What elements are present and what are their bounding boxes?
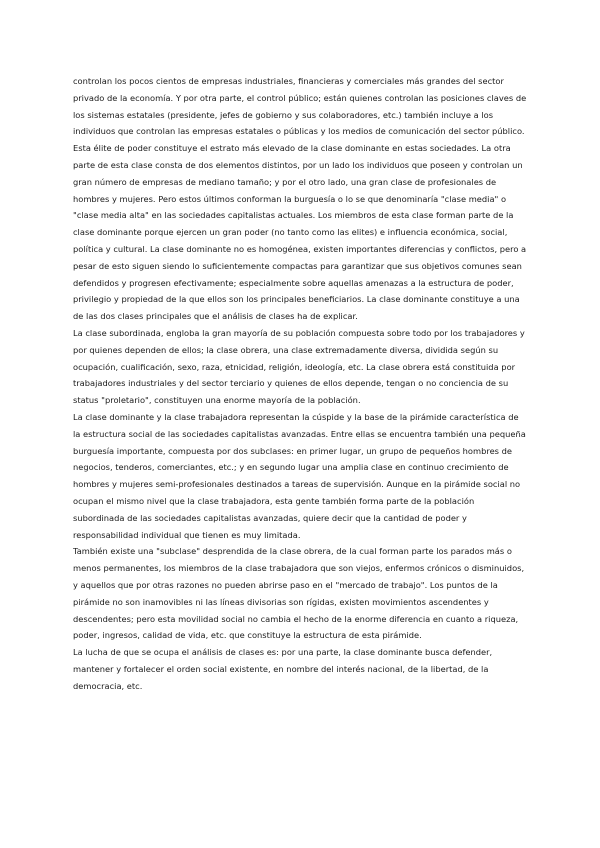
paragraph-class-struggle: La lucha de que se ocupa el análisis de clases es: por una parte, la clase dominante busca defender, mantener y fortalecer el orden social existente, en nombre del interés nacional, de la libertad, de la democracia, etc. bbox=[73, 647, 493, 691]
paragraph-subordinate-class: La clase subordinada, engloba la gran mayoría de su población compuesta sobre todo por los trabajadores y por quienes dependen de ellos; la clase obrera, una clase extremadamente diversa, dividida según su ocupación, cualificación, sexo, raza, etnicidad, religión, ideología, etc. La clase obrera está constituida por trabajadores industriales y del sector terciario y quienes de ellos depende, tengan o no conciencia de su status "proletario", constituyen una enorme mayoría de la población. bbox=[73, 327, 525, 406]
document-page bbox=[73, 73, 528, 694]
paragraph-elite-control: controlan los pocos cientos de empresas industriales, financieras y comerciales más grandes del sector privado de la economía. Y por otra parte, el control público; están quienes controlan las posiciones claves de los sistemas estatales (presidente, jefes de gobierno y sus colaboradores, etc.) también incluye a los individuos que controlan las empresas estatales o públicas y los medios de comunicación del sector público. Esta élite de poder constituye el estrato más elevado de la clase dominante en estas sociedades. La otra parte de esta clase consta de dos elementos distintos, por un lado los individuos que poseen y controlan un gran número de empresas de mediano tamaño; y por el otro lado, una gran clase de profesionales de hombres y mujeres. Pero estos últimos conforman la burguesía o lo se que denominaría "clase media" o "clase media alta" en las sociedades capitalistas actuales. Los miembros de esta clase forman parte de la clase dominante porque ejercen un gran poder (no tanto como las elites) e influencia económica, social, política y cultural. La clase dominante no es homogénea, existen importantes diferencias y conflictos, pero a pesar de esto siguen siendo lo suficientemente compactas para garantizar que sus objetivos comunes sean defendidos y progresen efectivamente; especialmente sobre aquellas amenazas a la estructura de poder, privilegio y propiedad de la que ellos son los principales beneficiarios. La clase dominante constituye a una de las dos clases principales que el análisis de clases ha de explicar. bbox=[73, 76, 527, 322]
paragraph-subclass: También existe una "subclase" desprendida de la clase obrera, de la cual forman parte los parados más o menos permanentes, los miembros de la clase trabajadora que son viejos, enfermos crónicos o disminuidos, y aquellos que por otras razones no pueden abrirse paso en el "mercado de trabajo". Los puntos de la pirámide no son inamovibles ni las líneas divisorias son rígidas, existen movimientos ascendentes y descendentes; pero esta movilidad social no cambia el hecho de la enorme diferencia en cuanto a riqueza, poder, ingresos, calidad de vida, etc. que constituye la estructura de esta pirámide. bbox=[73, 546, 525, 641]
paragraph-social-pyramid: La clase dominante y la clase trabajadora representan la cúspide y la base de la pirámide característica de la estructura social de las sociedades capitalistas avanzadas. Entre ellas se encuentra también una pequeña burguesía importante, compuesta por dos subclases: en primer lugar, un grupo de pequeños hombres de negocios, tenderos, comerciantes, etc.; y en segundo lugar una amplia clase en continuo crecimiento de hombres y mujeres semi-profesionales destinados a tareas de supervisión. Aunque en la pirámide social no ocupan el mismo nivel que la clase trabajadora, esta gente también forma parte de la población subordinada de las sociedades capitalistas avanzadas, quiere decir que la cantidad de poder y responsabilidad individual que tienen es muy limitada. bbox=[73, 411, 526, 540]
